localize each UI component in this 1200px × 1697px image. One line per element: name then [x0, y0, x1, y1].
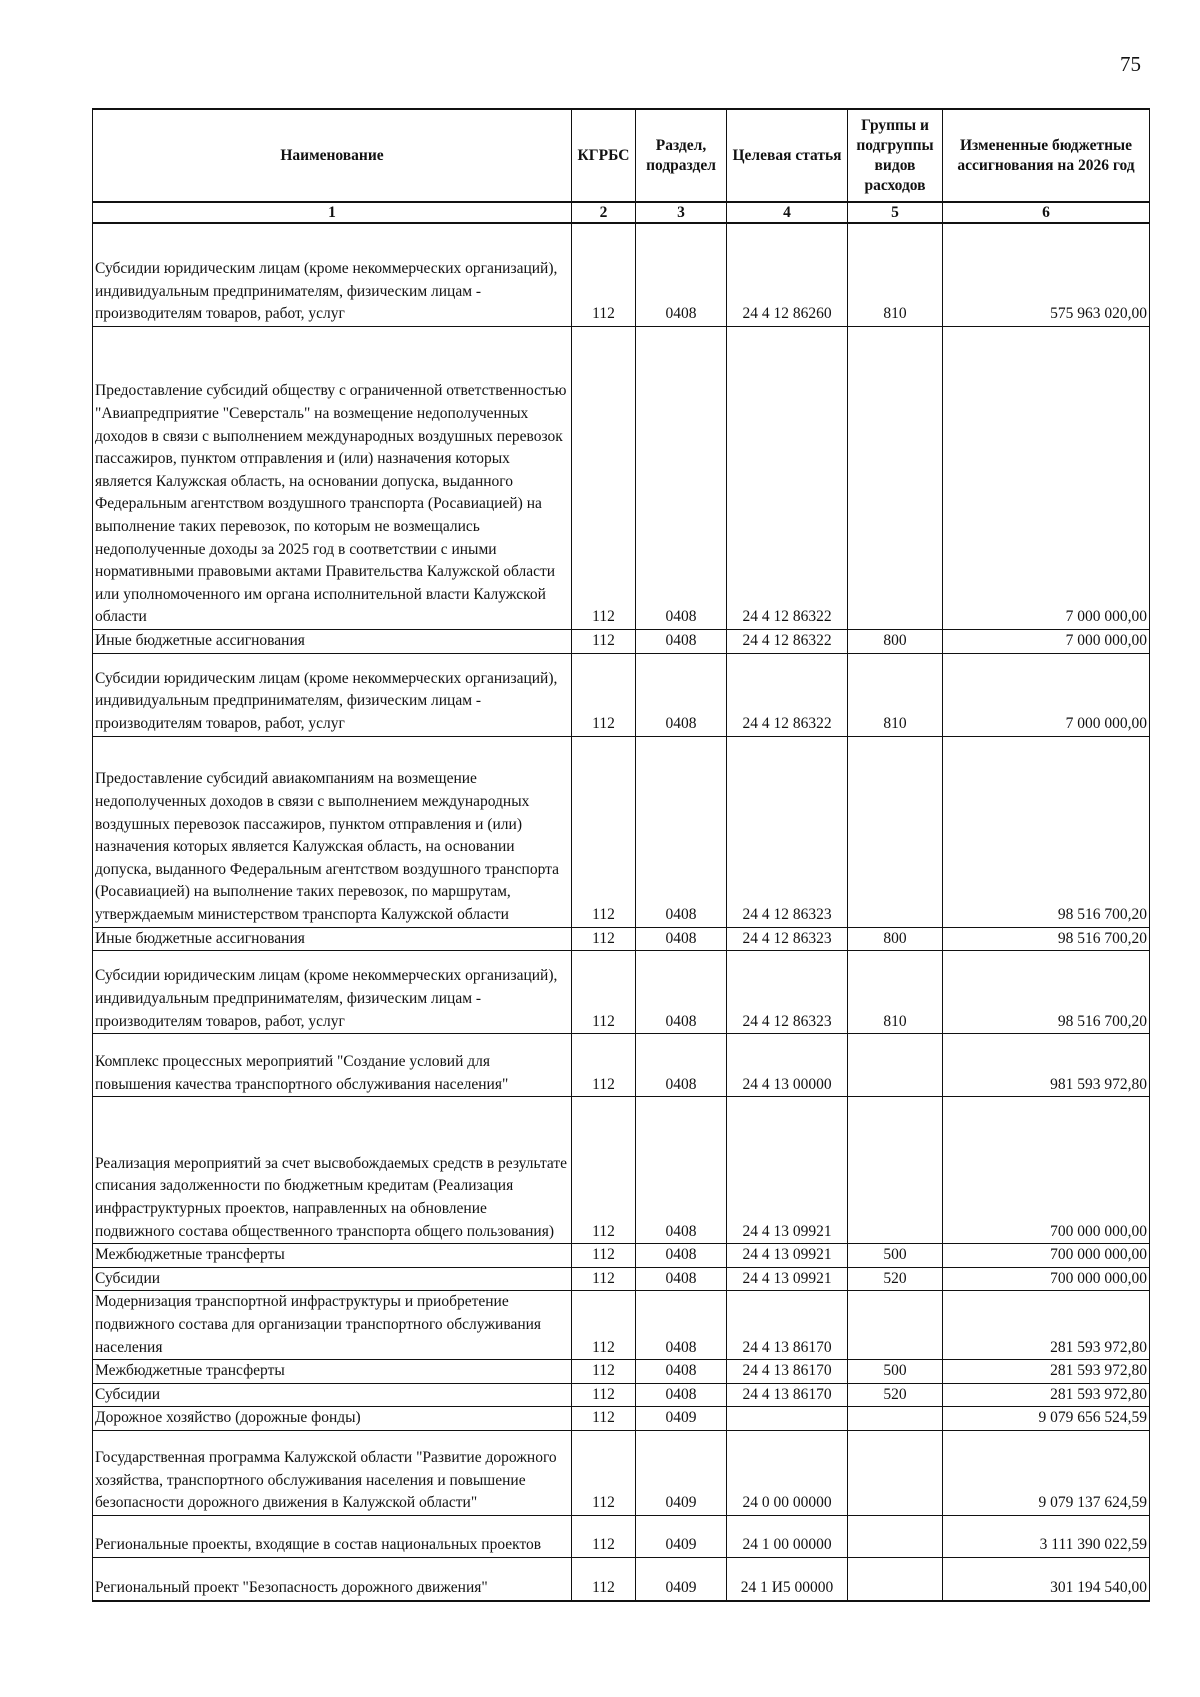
- row-target-article-cell: 24 4 13 86170: [727, 1360, 848, 1384]
- row-kgrbs-cell: 112: [572, 1407, 636, 1431]
- row-expense-type-cell: 520: [848, 1383, 943, 1407]
- row-name-cell: Межбюджетные трансферты: [93, 1244, 572, 1268]
- row-expense-type-cell: [848, 1291, 943, 1360]
- row-name-cell: Комплекс процессных мероприятий "Создание условий для повышения качества транспортного обслуживания населения": [93, 1034, 572, 1097]
- row-amount-cell: 7 000 000,00: [943, 630, 1150, 654]
- table-header-row: [93, 109, 1150, 202]
- row-amount-cell: 700 000 000,00: [943, 1244, 1150, 1268]
- row-kgrbs-cell: 112: [572, 1383, 636, 1407]
- row-section-cell: 0408: [636, 1383, 727, 1407]
- row-amount-cell: 7 000 000,00: [943, 327, 1150, 630]
- budget-table: [92, 108, 1150, 1602]
- page-number: 75: [1120, 52, 1141, 76]
- row-section-cell: 0409: [636, 1557, 727, 1601]
- row-amount-cell: 98 516 700,20: [943, 951, 1150, 1034]
- column-header-section: Раздел, подраздел: [636, 109, 727, 202]
- row-target-article-cell: [727, 1407, 848, 1431]
- row-name-cell: Дорожное хозяйство (дорожные фонды): [93, 1407, 572, 1431]
- table-row: [93, 927, 1150, 951]
- row-target-article-cell: 24 1 И5 00000: [727, 1557, 848, 1601]
- column-number: 5: [848, 202, 943, 223]
- table-row: [93, 1515, 1150, 1557]
- row-expense-type-cell: [848, 1097, 943, 1244]
- row-amount-cell: 301 194 540,00: [943, 1557, 1150, 1601]
- column-number: 4: [727, 202, 848, 223]
- row-name-cell: Субсидии юридическим лицам (кроме некоммерческих организаций), индивидуальным предпринимателям, физическим лицам - производителям товаров, работ, услуг: [93, 951, 572, 1034]
- row-target-article-cell: 24 4 13 09921: [727, 1267, 848, 1291]
- row-expense-type-cell: 810: [848, 223, 943, 327]
- row-kgrbs-cell: 112: [572, 653, 636, 736]
- row-target-article-cell: 24 4 12 86323: [727, 927, 848, 951]
- row-kgrbs-cell: 112: [572, 951, 636, 1034]
- column-header-expense-type: Группы и подгруппы видов расходов: [848, 109, 943, 202]
- table-row: [93, 1430, 1150, 1515]
- column-header-kgrbs: КГРБС: [572, 109, 636, 202]
- table-row: [93, 736, 1150, 927]
- row-kgrbs-cell: 112: [572, 1515, 636, 1557]
- row-target-article-cell: 24 4 13 00000: [727, 1034, 848, 1097]
- row-section-cell: 0408: [636, 736, 727, 927]
- row-name-cell: Государственная программа Калужской области "Развитие дорожного хозяйства, транспортного обслуживания населения и повышение безопасности дорожного движения в Калужской области": [93, 1430, 572, 1515]
- row-expense-type-cell: 500: [848, 1244, 943, 1268]
- row-amount-cell: 281 593 972,80: [943, 1360, 1150, 1384]
- table-row: [93, 1360, 1150, 1384]
- row-expense-type-cell: 500: [848, 1360, 943, 1384]
- row-name-cell: Субсидии юридическим лицам (кроме некоммерческих организаций), индивидуальным предпринимателям, физическим лицам - производителям товаров, работ, услуг: [93, 223, 572, 327]
- row-target-article-cell: 24 4 12 86323: [727, 951, 848, 1034]
- row-name-cell: Субсидии юридическим лицам (кроме некоммерческих организаций), индивидуальным предпринимателям, физическим лицам - производителям товаров, работ, услуг: [93, 653, 572, 736]
- row-name-cell: Предоставление субсидий обществу с ограниченной ответственностью "Авиапредприятие "Северсталь" на возмещение недополученных доходов в связи с выполнением международных воздушных перевозок пассажиров, пунктом отправления и (или) назначения которых является Калужская область, на основании допуска, выданного Федеральным агентством воздушного транспорта (Росавиацией) на выполнение таких перевозок, по которым не возмещались недополученные доходы за 2025 год в соответствии с иными нормативными правовыми актами Правительства Калужской области или уполномоченного им органа исполнительной власти Калужской области: [93, 327, 572, 630]
- row-kgrbs-cell: 112: [572, 630, 636, 654]
- row-section-cell: 0409: [636, 1515, 727, 1557]
- row-amount-cell: 281 593 972,80: [943, 1291, 1150, 1360]
- row-section-cell: 0408: [636, 653, 727, 736]
- column-header-amount: Измененные бюджетные ассигнования на 2026 год: [943, 109, 1150, 202]
- row-expense-type-cell: 520: [848, 1267, 943, 1291]
- row-kgrbs-cell: 112: [572, 1430, 636, 1515]
- row-kgrbs-cell: 112: [572, 1034, 636, 1097]
- table-row: [93, 1383, 1150, 1407]
- table-row: [93, 653, 1150, 736]
- table-row: [93, 1291, 1150, 1360]
- column-header-name: Наименование: [93, 109, 572, 202]
- row-name-cell: Иные бюджетные ассигнования: [93, 927, 572, 951]
- row-section-cell: 0408: [636, 951, 727, 1034]
- row-section-cell: 0408: [636, 630, 727, 654]
- row-target-article-cell: 24 0 00 00000: [727, 1430, 848, 1515]
- row-target-article-cell: 24 1 00 00000: [727, 1515, 848, 1557]
- row-name-cell: Реализация мероприятий за счет высвобождаемых средств в результате списания задолженности по бюджетным кредитам (Реализация инфраструктурных проектов, направленных на обновление подвижного состава общественного транспорта общего пользования): [93, 1097, 572, 1244]
- column-number: 3: [636, 202, 727, 223]
- row-name-cell: Субсидии: [93, 1267, 572, 1291]
- row-target-article-cell: 24 4 12 86322: [727, 327, 848, 630]
- row-section-cell: 0408: [636, 1244, 727, 1268]
- row-expense-type-cell: [848, 1557, 943, 1601]
- row-expense-type-cell: [848, 1515, 943, 1557]
- row-amount-cell: 281 593 972,80: [943, 1383, 1150, 1407]
- row-section-cell: 0408: [636, 1034, 727, 1097]
- row-kgrbs-cell: 112: [572, 1267, 636, 1291]
- row-expense-type-cell: 810: [848, 951, 943, 1034]
- table-row: [93, 223, 1150, 327]
- row-section-cell: 0408: [636, 1267, 727, 1291]
- row-section-cell: 0408: [636, 1097, 727, 1244]
- row-name-cell: Предоставление субсидий авиакомпаниям на возмещение недополученных доходов в связи с выполнением международных воздушных перевозок пассажиров, пунктом отправления и (или) назначения которых является Калужская область, на основании допуска, выданного Федеральным агентством воздушного транспорта (Росавиацией) на выполнение таких перевозок, по маршрутам, утверждаемым министерством транспорта Калужской области: [93, 736, 572, 927]
- row-expense-type-cell: 810: [848, 653, 943, 736]
- row-name-cell: Межбюджетные трансферты: [93, 1360, 572, 1384]
- row-kgrbs-cell: 112: [572, 927, 636, 951]
- row-expense-type-cell: [848, 327, 943, 630]
- row-target-article-cell: 24 4 13 09921: [727, 1097, 848, 1244]
- row-kgrbs-cell: 112: [572, 1291, 636, 1360]
- row-name-cell: Субсидии: [93, 1383, 572, 1407]
- row-amount-cell: 9 079 656 524,59: [943, 1407, 1150, 1431]
- row-kgrbs-cell: 112: [572, 1244, 636, 1268]
- column-number: 1: [93, 202, 572, 223]
- column-number: 6: [943, 202, 1150, 223]
- row-target-article-cell: 24 4 12 86322: [727, 653, 848, 736]
- column-header-target-article: Целевая статья: [727, 109, 848, 202]
- row-amount-cell: 98 516 700,20: [943, 927, 1150, 951]
- row-section-cell: 0409: [636, 1430, 727, 1515]
- row-amount-cell: 9 079 137 624,59: [943, 1430, 1150, 1515]
- row-kgrbs-cell: 112: [572, 736, 636, 927]
- row-name-cell: Иные бюджетные ассигнования: [93, 630, 572, 654]
- row-expense-type-cell: [848, 1407, 943, 1431]
- row-amount-cell: 7 000 000,00: [943, 653, 1150, 736]
- row-kgrbs-cell: 112: [572, 327, 636, 630]
- row-section-cell: 0409: [636, 1407, 727, 1431]
- table-row: [93, 951, 1150, 1034]
- column-number-row: [93, 202, 1150, 223]
- row-kgrbs-cell: 112: [572, 1557, 636, 1601]
- row-target-article-cell: 24 4 13 86170: [727, 1291, 848, 1360]
- row-expense-type-cell: [848, 1430, 943, 1515]
- table-row: [93, 1267, 1150, 1291]
- table-row: [93, 327, 1150, 630]
- row-amount-cell: 700 000 000,00: [943, 1097, 1150, 1244]
- row-expense-type-cell: [848, 736, 943, 927]
- row-amount-cell: 98 516 700,20: [943, 736, 1150, 927]
- row-expense-type-cell: 800: [848, 927, 943, 951]
- row-target-article-cell: 24 4 13 86170: [727, 1383, 848, 1407]
- row-section-cell: 0408: [636, 1360, 727, 1384]
- row-amount-cell: 575 963 020,00: [943, 223, 1150, 327]
- row-target-article-cell: 24 4 13 09921: [727, 1244, 848, 1268]
- table-row: [93, 1557, 1150, 1601]
- row-section-cell: 0408: [636, 327, 727, 630]
- column-number: 2: [572, 202, 636, 223]
- table-row: [93, 1407, 1150, 1431]
- row-section-cell: 0408: [636, 1291, 727, 1360]
- row-kgrbs-cell: 112: [572, 1360, 636, 1384]
- row-section-cell: 0408: [636, 927, 727, 951]
- row-expense-type-cell: [848, 1034, 943, 1097]
- row-name-cell: Региональный проект "Безопасность дорожного движения": [93, 1557, 572, 1601]
- row-section-cell: 0408: [636, 223, 727, 327]
- row-amount-cell: 3 111 390 022,59: [943, 1515, 1150, 1557]
- row-name-cell: Модернизация транспортной инфраструктуры и приобретение подвижного состава для организации транспортного обслуживания населения: [93, 1291, 572, 1360]
- row-target-article-cell: 24 4 12 86322: [727, 630, 848, 654]
- row-kgrbs-cell: 112: [572, 223, 636, 327]
- table-row: [93, 630, 1150, 654]
- row-target-article-cell: 24 4 12 86323: [727, 736, 848, 927]
- row-amount-cell: 700 000 000,00: [943, 1267, 1150, 1291]
- row-target-article-cell: 24 4 12 86260: [727, 223, 848, 327]
- table-row: [93, 1034, 1150, 1097]
- row-amount-cell: 981 593 972,80: [943, 1034, 1150, 1097]
- row-expense-type-cell: 800: [848, 630, 943, 654]
- table-row: [93, 1097, 1150, 1244]
- table-row: [93, 1244, 1150, 1268]
- row-name-cell: Региональные проекты, входящие в состав национальных проектов: [93, 1515, 572, 1557]
- row-kgrbs-cell: 112: [572, 1097, 636, 1244]
